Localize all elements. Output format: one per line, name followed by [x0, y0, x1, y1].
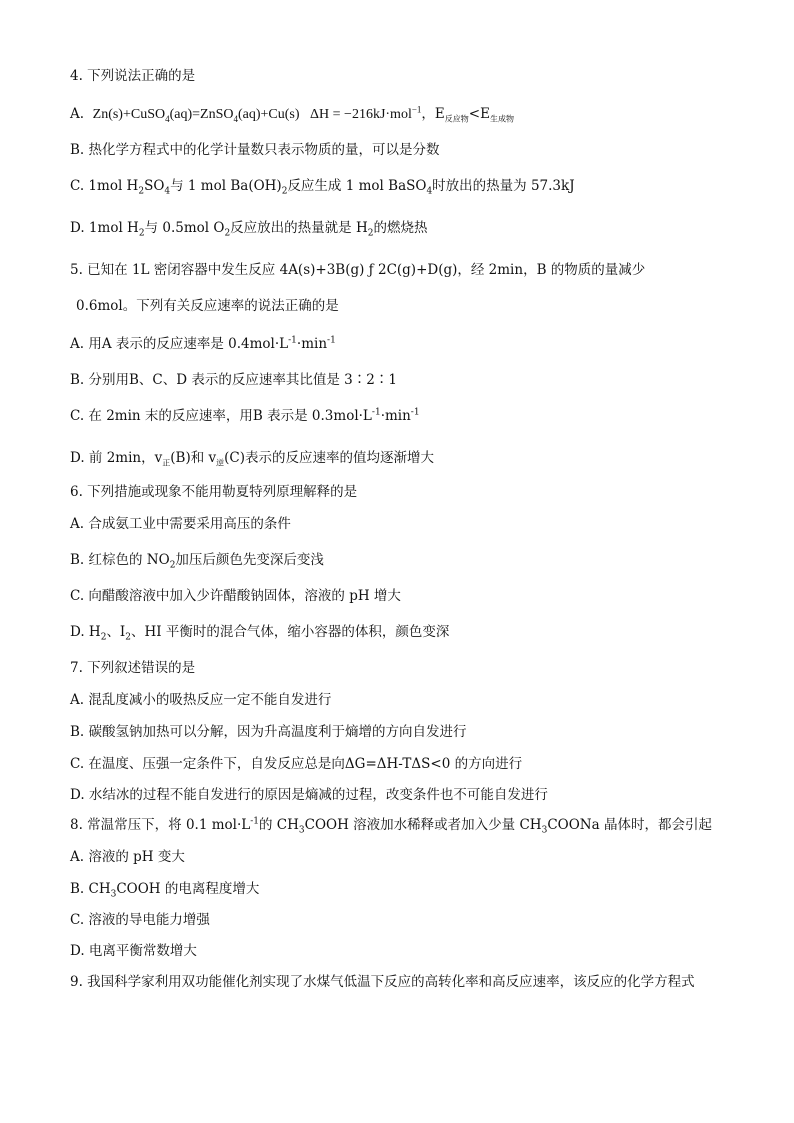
q8-option-c: C. 溶液的导电能力增强: [70, 912, 210, 928]
q5-option-a: A. 用A 表示的反应速率是 $0.4mol\cdot L^{-1}\cdot\min^{-1}$: [70, 335, 336, 352]
q4-option-c: C. 1mol $H_2SO_4$与 1 mol $Ba(OH)_2$反应生成 1 mol BaSO$_4$时放出的热量为 57.3kJ: [70, 178, 575, 197]
q5-option-c: C. 在 2min 末的反应速率，用B 表示是 $0.3mol\cdot L^{-1}\cdot\min^{-1}$: [70, 407, 420, 424]
q6-option-c: C. 向醋酸溶液中加入少许醋酸钠固体，溶液的 pH 增大: [70, 588, 401, 604]
q5-stem-line2: 0.6mol。下列有关反应速率的说法正确的是: [76, 298, 339, 314]
q4-option-b: B. 热化学方程式中的化学计量数只表示物质的量，可以是分数: [70, 142, 440, 158]
q4-option-d: D. 1mol $H_2$与 0.5mol $O_2$反应放出的热量就是 $H_2$的燃烧热: [70, 220, 428, 239]
q5-option-d: D. 前 2min，$v_正(B)$和 $v_逆(C)$表示的反应速率的值均逐渐增大: [70, 450, 434, 468]
q4-option-a: A. Zn(s)+CuSO$_4$(aq)=ZnSO$_4$(aq)+Cu(s) ΔH = −216kJ·mol$^{-1}$，$E_{反应物}<E_{生成物}$: [70, 104, 514, 124]
q5-stem-line1: 5. 已知在 1L 密闭容器中发生反应 4A(s)+3B(g) ƒ 2C(g)+D(g)，经 2min，B 的物质的量减少: [70, 262, 646, 278]
q6-option-a: A. 合成氨工业中需要采用高压的条件: [70, 516, 291, 532]
q6-option-b: B. 红棕色的 $NO_2$加压后颜色先变深后变浅: [70, 552, 324, 571]
q8-stem: 8. 常温常压下，将 0.1 $mol\cdot L^{-1}$的 $CH_3COOH$ 溶液加水稀释或者加入少量 $CH_3COONa$ 晶体时，都会引起: [70, 816, 712, 836]
q7-stem: 7. 下列叙述错误的是: [70, 660, 196, 676]
q7-option-d: D. 水结冰的过程不能自发进行的原因是熵减的过程，改变条件也不可能自发进行: [70, 787, 548, 803]
q6-stem: 6. 下列措施或现象不能用勒夏特列原理解释的是: [70, 484, 358, 500]
q8-option-b: B. $CH_3COOH$ 的电离程度增大: [70, 881, 260, 900]
q7-option-b: B. 碳酸氢钠加热可以分解，因为升高温度利于熵增的方向自发进行: [70, 724, 467, 740]
q8-option-a: A. 溶液的 pH 变大: [70, 849, 185, 865]
q9-stem: 9. 我国科学家利用双功能催化剂实现了水煤气低温下反应的高转化率和高反应速率，该反应的化学方程式: [70, 974, 695, 990]
q6-option-d: D. $H_2$、$I_2$、HI 平衡时的混合气体，缩小容器的体积，颜色变深: [70, 624, 450, 643]
q5-option-b: B. 分别用B、C、D 表示的反应速率其比值是 3∶2∶1: [70, 372, 397, 388]
q7-option-a: A. 混乱度减小的吸热反应一定不能自发进行: [70, 692, 332, 708]
q7-option-c: C. 在温度、压强一定条件下，自发反应总是向ΔG=ΔH-TΔS<0 的方向进行: [70, 756, 523, 772]
q8-option-d: D. 电离平衡常数增大: [70, 943, 197, 959]
q4-stem: 4. 下列说法正确的是: [70, 68, 196, 84]
